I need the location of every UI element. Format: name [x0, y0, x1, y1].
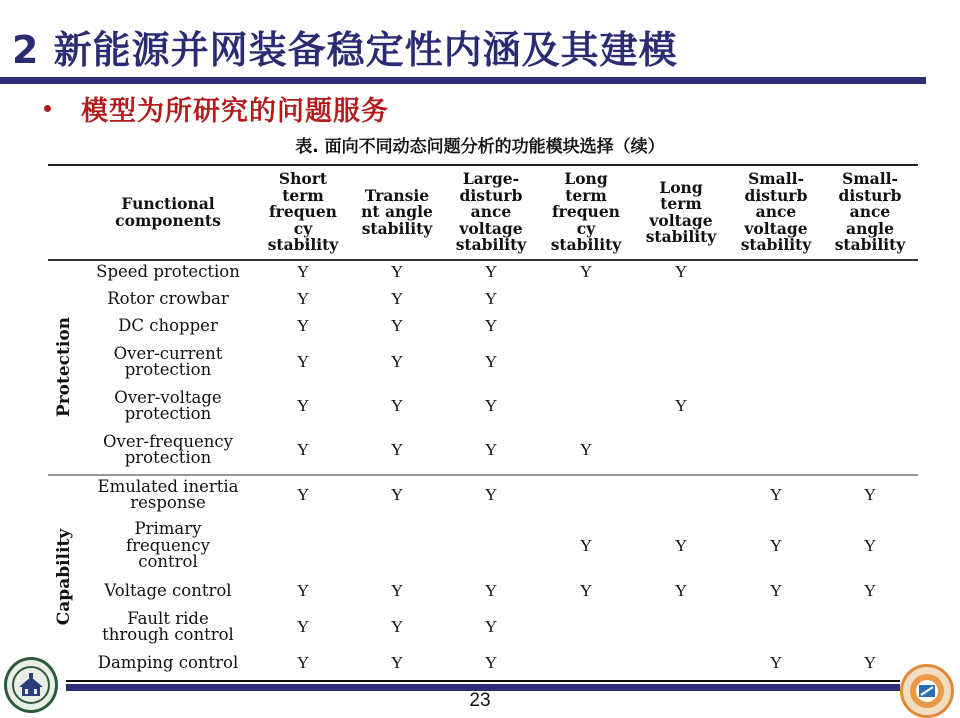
table-cell: Y — [863, 536, 877, 555]
table-cell: Y — [579, 581, 593, 600]
table-cell: Y — [390, 440, 404, 459]
bullet-text: 模型为所研究的问题服务 — [81, 95, 389, 127]
component-name-line: Voltage control — [104, 580, 232, 600]
table-cell: Y — [484, 316, 498, 335]
column-header-line: frequen — [269, 202, 337, 222]
component-name-line: Primary — [134, 519, 202, 539]
table-cell — [823, 342, 917, 382]
table-row — [0, 287, 960, 311]
table-cell: Y — [863, 653, 877, 672]
table-cell: Y — [484, 289, 498, 308]
table-cell: Y — [296, 316, 310, 335]
table-row — [0, 261, 960, 283]
column-header — [256, 166, 350, 259]
table-cell: Y — [296, 440, 310, 459]
table-cell: Y — [296, 581, 310, 600]
column-header-line: term — [565, 185, 607, 205]
component-name-line: Rotor crowbar — [107, 288, 229, 308]
column-header-line: voltage — [649, 210, 713, 230]
table-cell: Y — [674, 396, 688, 415]
component-name — [88, 650, 248, 676]
table-cell: Y — [484, 262, 498, 281]
table-cell — [634, 342, 728, 382]
component-name — [88, 430, 248, 470]
column-header-functional-components — [88, 166, 248, 259]
column-header-line: stability — [267, 235, 339, 255]
table-cell: Y — [390, 396, 404, 415]
table-cell — [823, 386, 917, 426]
column-header-line: stability — [740, 235, 812, 255]
component-name-line: Emulated inertia — [97, 476, 239, 496]
column-header-line: disturb — [838, 185, 902, 205]
group-label-protection: Protection — [54, 316, 74, 418]
table-row — [0, 650, 960, 676]
table-cell: Y — [390, 653, 404, 672]
column-header-line: Small- — [748, 169, 804, 189]
table-cell — [350, 518, 444, 574]
university-emblem-icon — [900, 664, 954, 718]
table-cell: Y — [674, 581, 688, 600]
column-header-line: Long — [564, 169, 608, 189]
table-cell — [539, 386, 633, 426]
building-emblem-icon — [11, 665, 51, 705]
column-header-line: Short — [278, 169, 328, 189]
table-row — [0, 476, 960, 514]
column-header-line: stability — [361, 218, 433, 238]
column-header-line: angle — [846, 218, 894, 238]
table-cell: Y — [769, 485, 783, 504]
column-header-line: term — [282, 185, 324, 205]
component-name — [88, 476, 248, 514]
component-name — [88, 287, 248, 311]
component-name-line: protection — [124, 448, 212, 467]
component-name-line: Over-voltage — [114, 387, 222, 407]
table-cell — [823, 287, 917, 311]
column-header-line: stability — [455, 235, 527, 255]
table-cell — [634, 650, 728, 676]
table-cell — [444, 518, 538, 574]
table-cell: Y — [579, 440, 593, 459]
table-cell — [729, 386, 823, 426]
table-cell — [539, 342, 633, 382]
table-cell: Y — [674, 536, 688, 555]
column-header-line: stability — [550, 235, 622, 255]
component-name-line: Fault ride — [127, 608, 209, 628]
component-name — [88, 314, 248, 338]
table-cell — [729, 261, 823, 283]
table-cell: Y — [579, 536, 593, 555]
column-header-line: stability — [834, 235, 906, 255]
table-cell: Y — [674, 262, 688, 281]
component-name-line: DC chopper — [118, 315, 218, 335]
column-header-line: term — [660, 194, 702, 213]
emblem-glyph-icon — [907, 671, 947, 711]
table-row — [0, 314, 960, 338]
column-header-line: voltage — [459, 218, 523, 238]
component-name-line: control — [138, 552, 198, 572]
bullet-point — [44, 90, 389, 126]
column-header-line: disturb — [459, 185, 523, 205]
table-cell: Y — [390, 485, 404, 504]
table-cell — [729, 430, 823, 470]
table-cell: Y — [769, 581, 783, 600]
component-name — [88, 261, 248, 283]
table-cell — [634, 430, 728, 470]
table-cell: Y — [296, 653, 310, 672]
table-row — [0, 386, 960, 426]
component-name-line: Over-current — [113, 343, 223, 363]
column-header-line: cy — [576, 218, 596, 238]
column-header-line: cy — [293, 218, 313, 238]
component-name-line: protection — [124, 360, 212, 379]
column-header-line: components — [115, 210, 221, 230]
table-cell: Y — [863, 581, 877, 600]
page-number: 23 — [469, 690, 491, 711]
table-cell: Y — [390, 316, 404, 335]
table-cell — [729, 287, 823, 311]
column-header-line: voltage — [744, 218, 808, 238]
table-cell — [823, 261, 917, 283]
column-header-line: ance — [470, 202, 512, 222]
bullet-dot-icon — [44, 105, 51, 112]
table-row — [0, 518, 960, 574]
table-cell — [539, 314, 633, 338]
group-label-capability: Capability — [54, 528, 74, 626]
table-cell — [823, 314, 917, 338]
column-header — [634, 166, 728, 259]
table-row — [0, 578, 960, 604]
column-header — [350, 166, 444, 259]
column-header-line: stability — [645, 227, 717, 246]
table-cell: Y — [769, 653, 783, 672]
component-name — [88, 386, 248, 426]
table-cell — [823, 608, 917, 646]
column-header — [729, 166, 823, 259]
table-cell: Y — [484, 581, 498, 600]
table-cell: Y — [484, 485, 498, 504]
table-cell: Y — [863, 485, 877, 504]
table-cell: Y — [390, 289, 404, 308]
table-cell: Y — [296, 617, 310, 636]
table-cell — [256, 518, 350, 574]
table-cell — [634, 287, 728, 311]
column-header-line: ance — [849, 202, 891, 222]
column-header-line: disturb — [744, 185, 808, 205]
column-header — [823, 166, 917, 259]
table-cell: Y — [484, 653, 498, 672]
column-header-line: ance — [755, 202, 797, 222]
table-cell — [539, 650, 633, 676]
table-cell: Y — [769, 536, 783, 555]
column-header-line: Functional — [121, 194, 215, 213]
table-cell: Y — [484, 352, 498, 371]
table-cell: Y — [484, 396, 498, 415]
table-cell — [729, 608, 823, 646]
table-cell — [634, 608, 728, 646]
table-cell: Y — [484, 440, 498, 459]
column-header-line: Transie — [364, 185, 430, 205]
table-caption: 表. 面向不同动态问题分析的功能模块选择（续） — [295, 137, 665, 157]
table-cell — [729, 342, 823, 382]
table-cell: Y — [484, 617, 498, 636]
table-cell — [729, 314, 823, 338]
footer-rule — [66, 680, 900, 682]
column-header-line: Small- — [842, 169, 898, 189]
component-name — [88, 342, 248, 382]
table-cell: Y — [296, 396, 310, 415]
table-cell: Y — [390, 262, 404, 281]
table-cell: Y — [390, 352, 404, 371]
table-cell — [634, 476, 728, 514]
component-name-line: Speed protection — [96, 261, 240, 281]
component-name-line: protection — [124, 404, 212, 423]
table-cell: Y — [390, 581, 404, 600]
table-cell: Y — [296, 485, 310, 504]
component-name — [88, 608, 248, 646]
table-cell: Y — [296, 262, 310, 281]
column-header-line: Large- — [462, 169, 520, 189]
table-cell — [539, 287, 633, 311]
column-header — [444, 166, 538, 259]
component-name-line: Damping control — [97, 652, 239, 672]
slide-title: 2 新能源并网装备稳定性内涵及其建模 — [12, 28, 678, 72]
table-cell — [823, 430, 917, 470]
column-header — [539, 166, 633, 259]
table-row — [0, 608, 960, 646]
column-header-line: nt angle — [361, 202, 433, 222]
table-cell: Y — [579, 262, 593, 281]
component-name-line: response — [130, 493, 206, 512]
column-header-line: Long — [659, 177, 703, 197]
table-row — [0, 342, 960, 382]
table-cell: Y — [296, 289, 310, 308]
component-name-line: Over-frequency — [103, 431, 233, 451]
table-cell — [634, 314, 728, 338]
table-cell — [539, 608, 633, 646]
component-name — [88, 518, 248, 574]
component-name — [88, 578, 248, 604]
table-cell: Y — [296, 352, 310, 371]
table-cell: Y — [390, 617, 404, 636]
table-cell — [539, 476, 633, 514]
component-name-line: through control — [102, 625, 234, 644]
university-seal-icon — [4, 657, 58, 713]
column-header-line: frequen — [552, 202, 620, 222]
title-underline-bar — [0, 77, 926, 84]
component-name-line: frequency — [126, 535, 210, 555]
table-row — [0, 430, 960, 470]
